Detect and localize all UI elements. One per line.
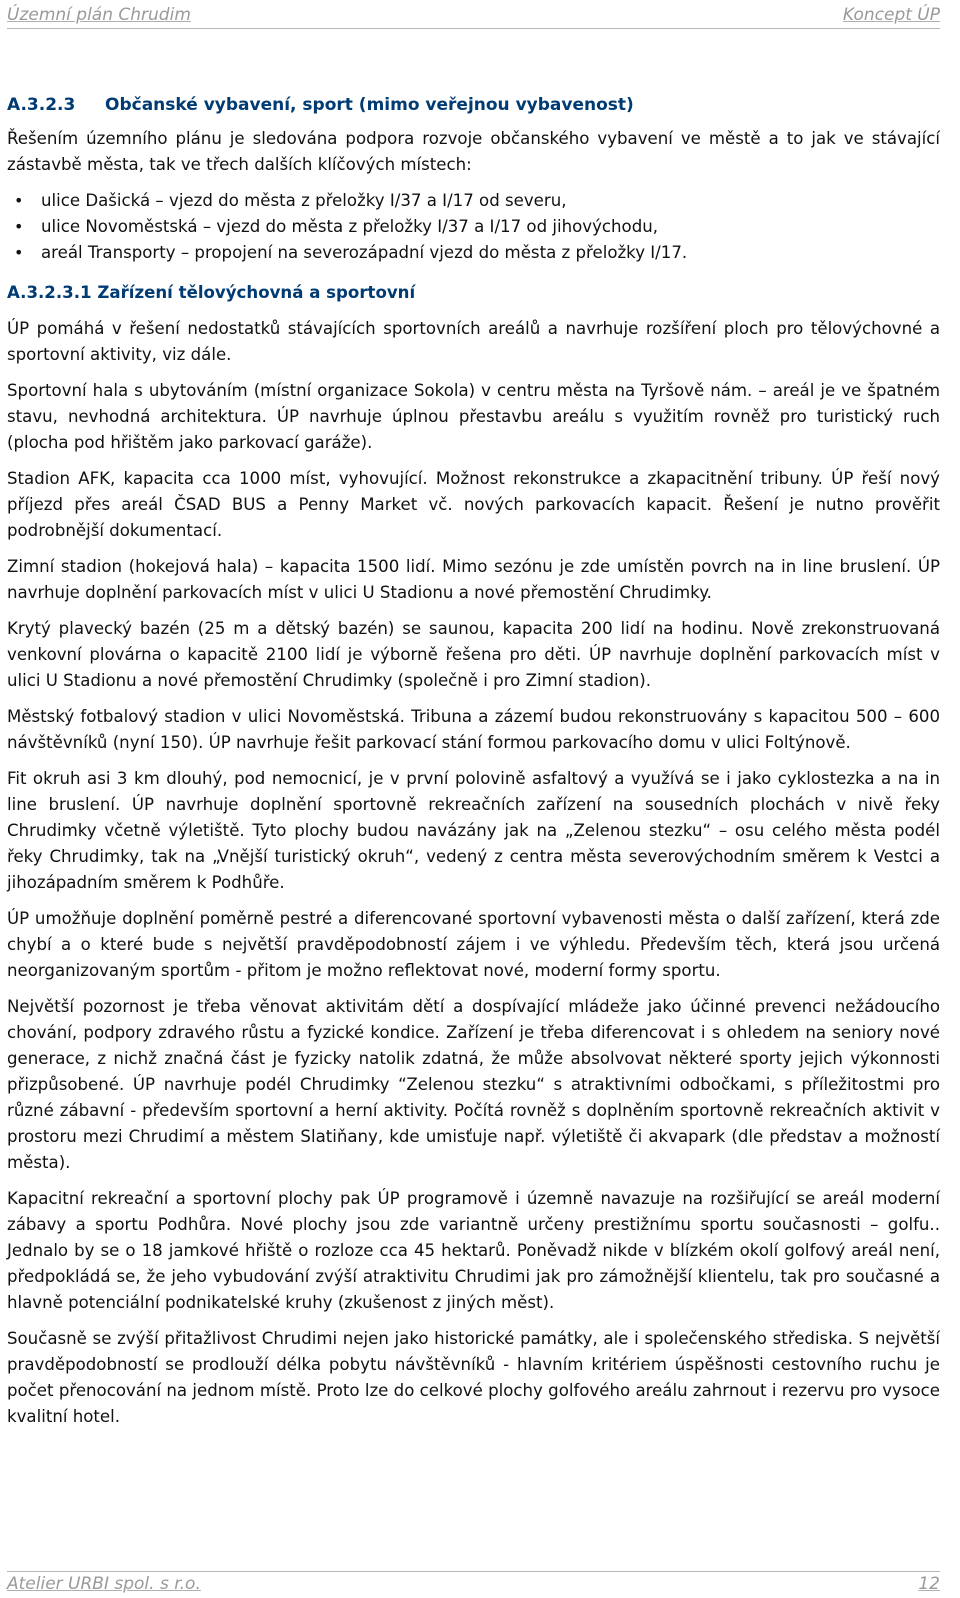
header-document-stage: Koncept ÚP (842, 5, 940, 25)
body-paragraph: Sportovní hala s ubytováním (místní organizace Sokola) v centru města na Tyršově nám. – areál je ve špatném stavu, nevhodná architektura. ÚP navrhuje úplnou přestavbu areálu s využitím rovněž pro turistický ruch (plocha pod hřištěm jako parkovací garáže). (7, 381, 940, 452)
subsection-title: Zařízení tělovýchovná a sportovní (97, 283, 416, 302)
page-footer (7, 1571, 940, 1598)
body-paragraph: Fit okruh asi 3 km dlouhý, pod nemocnicí, je v první polovině asfaltový a využívá se i jako cyklostezka a na in line bruslení. ÚP navrhuje doplnění sportovně rekreačních zařízení na sousedních plochách v nivě řeky Chrudimky včetně výletiště. Tyto plochy budou navázány jak na „Zelenou stezku“ – osu celého města podél řeky Chrudimky, tak na „Vnější turistický okruh“, vedený z centra města severovýchodním směrem k Vestci a jihozápadním směrem k Podhůře. (7, 769, 940, 892)
section-number: A.3.2.3 (7, 95, 76, 115)
footer-company: Atelier URBI spol. s r.o. (7, 1574, 201, 1594)
key-locations-list (7, 188, 940, 266)
page-content (7, 92, 940, 1440)
list-item: • ulice Dašická – vjezd do města z přeložky I/37 a I/17 od severu, (41, 188, 940, 214)
subsection-heading (7, 280, 940, 306)
body-paragraph: ÚP umožňuje doplnění poměrně pestré a diferencované sportovní vybavenosti města o další zařízení, která zde chybí a o které bude s největší pravděpodobností zájem i ve výhledu. Především těch, která jsou určená neorganizovaným sportům - přitom je možno reflektovat nové, moderní formy sportu. (7, 909, 940, 980)
subsection-number: A.3.2.3.1 (7, 283, 92, 302)
page-header (7, 4, 940, 29)
list-item: • areál Transporty – propojení na severozápadní vjezd do města z přeložky I/17. (41, 240, 940, 266)
body-paragraph: Stadion AFK, kapacita cca 1000 míst, vyhovující. Možnost rekonstrukce a zkapacitnění tribuny. ÚP řeší nový příjezd přes areál ČSAD BUS a Penny Market vč. nových parkovacích kapacit. Řešení je nutno prověřit podrobnější dokumentací. (7, 469, 940, 540)
intro-paragraph: Řešením územního plánu je sledována podpora rozvoje občanského vybavení ve městě a to jak ve stávající zástavbě města, tak ve třech dalších klíčových místech: (7, 129, 940, 174)
body-paragraph: ÚP pomáhá v řešení nedostatků stávajících sportovních areálů a navrhuje rozšíření ploch pro tělovýchovné a sportovní aktivity, viz dále. (7, 319, 940, 364)
body-paragraph: Krytý plavecký bazén (25 m a dětský bazén) se saunou, kapacita 200 lidí na hodinu. Nově zrekonstruovaná venkovní plovárna o kapacitě 2100 lidí je výborně řešena pro děti. ÚP navrhuje doplnění parkovacích míst v ulici U Stadionu a nové přemostění Chrudimky (společně i pro Zimní stadion). (7, 619, 940, 690)
body-paragraph: Zimní stadion (hokejová hala) – kapacita 1500 lidí. Mimo sezónu je zde umístěn povrch na in line bruslení. ÚP navrhuje doplnění parkovacích míst v ulici U Stadionu a nové přemostění Chrudimky. (7, 557, 940, 602)
body-paragraph: Městský fotbalový stadion v ulici Novoměstská. Tribuna a zázemí budou rekonstruovány s kapacitou 500 – 600 návštěvníků (nyní 150). ÚP navrhuje řešit parkovací stání formou parkovacího domu v ulici Foltýnově. (7, 707, 940, 752)
page-number: 12 (918, 1574, 940, 1594)
list-item: • ulice Novoměstská – vjezd do města z přeložky I/37 a I/17 od jihovýchodu, (41, 214, 940, 240)
section-heading (7, 92, 940, 118)
body-paragraph: Největší pozornost je třeba věnovat aktivitám dětí a dospívající mládeže jako účinné prevenci nežádoucího chování, podpory zdravého růstu a fyzické kondice. Zařízení je třeba diferencovat i s ohledem na seniory nové generace, z nichž značná část je fyzicky natolik zdatná, že může absolvovat některé sporty jejich výkonnosti přizpůsobené. ÚP navrhuje podél Chrudimky “Zelenou stezku“ s atraktivními odbočkami, s příležitostmi pro různé zábavní - především sportovní a herní aktivity. Počítá rovněž s doplněním sportovně rekreačních aktivit v prostoru mezi Chrudimí a městem Slatiňany, kde umisťuje např. výletiště či akvapark (dle představ a možností města). (7, 997, 940, 1172)
header-document-title: Územní plán Chrudim (7, 5, 191, 25)
section-title: Občanské vybavení, sport (mimo veřejnou vybavenost) (105, 95, 634, 115)
body-paragraph: Současně se zvýší přitažlivost Chrudimi nejen jako historické památky, ale i společenského střediska. S největší pravděpodobností se prodlouží délka pobytu návštěvníků - hlavním kritériem úspěšnosti cestovního ruchu je počet přenocování na jednom místě. Proto lze do celkové plochy golfového areálu zahrnout i rezervu pro vysoce kvalitní hotel. (7, 1329, 940, 1426)
body-paragraph: Kapacitní rekreační a sportovní plochy pak ÚP programově i územně navazuje na rozšiřující se areál moderní zábavy a sportu Podhůra. Nové plochy jsou zde variantně určeny prestižnímu sportu současnosti – golfu.. Jednalo by se o 18 jamkové hřiště o rozloze cca 45 hektarů. Poněvadž nikde v blízkém okolí golfový areál není, předpokládá se, že jeho vybudování zvýší atraktivitu Chrudimi jak pro zámožnější klientelu, tak pro současné a hlavně potenciální podnikatelské kruhy (zkušenost z jiných měst). (7, 1189, 940, 1312)
